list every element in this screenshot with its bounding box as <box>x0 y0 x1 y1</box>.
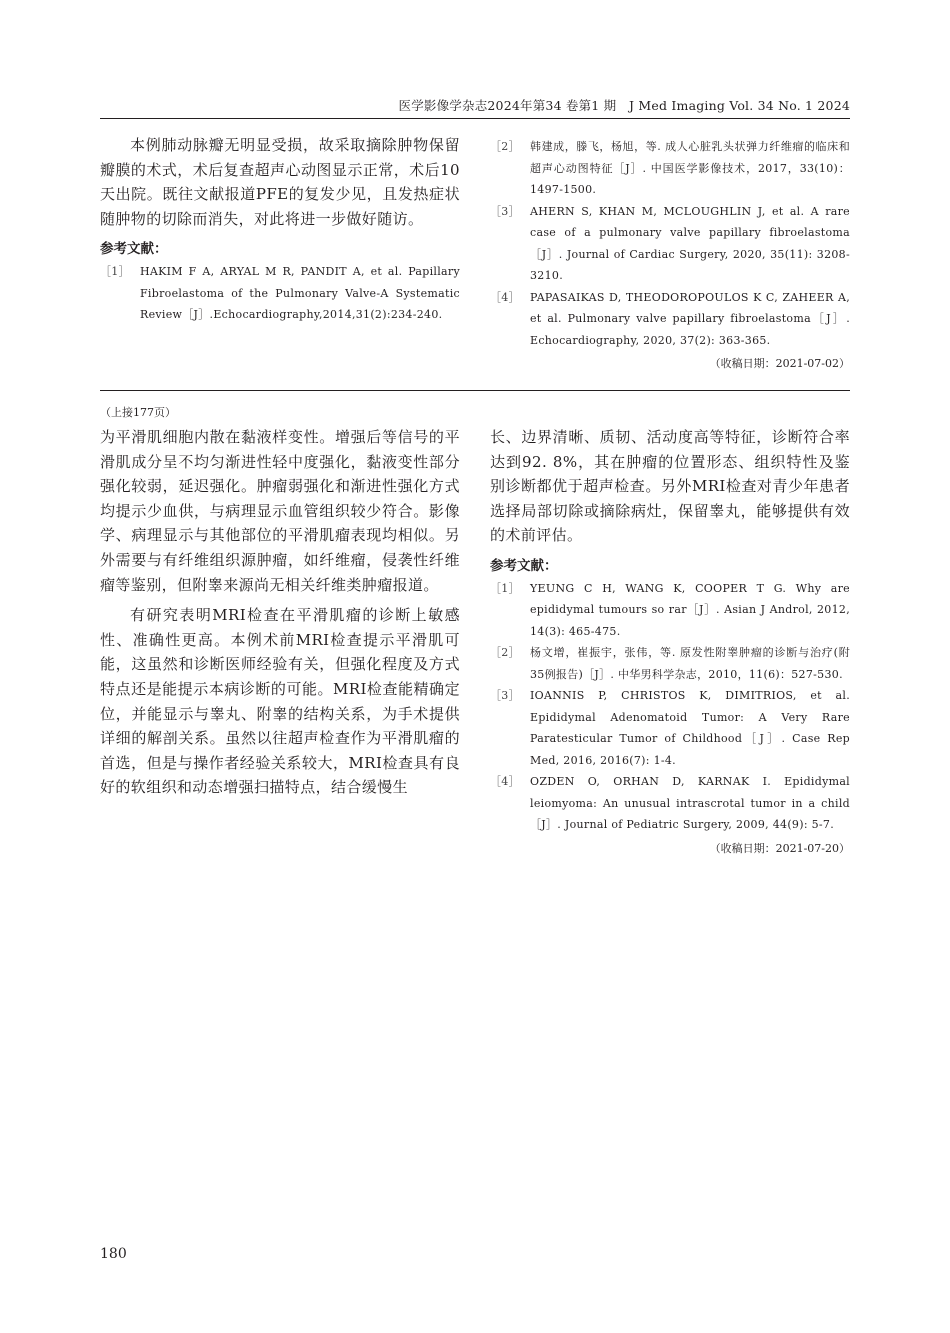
running-header: 医学影像学杂志2024年第34 卷第1 期 J Med Imaging Vol. 34 No. 1 2024 <box>398 98 850 113</box>
reference-text: IOANNIS P, CHRISTOS K, DIMITRIOS, et al. Epididymal Adenomatoid Tumor: A Very Rare Paratesticular Tumor of Childhood［J］. Case Rep Med, 2016, 2016(7): 1-4. <box>530 689 850 767</box>
reference-text: OZDEN O, ORHAN D, KARNAK I. Epididymal leiomyoma: An unusual intrascrotal tumor in a child［J］. Journal of Pediatric Surgery, 2009, 44(9): 5-7. <box>530 775 850 832</box>
reference-item <box>490 201 850 287</box>
reference-number: ［4］ <box>490 775 520 789</box>
reference-item <box>490 578 850 643</box>
reference-item <box>100 261 460 326</box>
reference-number: ［1］ <box>100 265 130 279</box>
reference-text: PAPASAIKAS D, THEODOROPOULOS K C, ZAHEER A, et al. Pulmonary valve papillary fibroelastoma［J］. Echocardiography, 2020, 37(2): 363-365. <box>530 290 850 347</box>
reference-text: HAKIM F A, ARYAL M R, PANDIT A, et al. Papillary Fibroelastoma of the Pulmonary Valve-A Systematic Review［J］.Echocardiography,2014,31(2):234-240. <box>140 265 460 322</box>
reference-text: 杨文增，崔振宇，张伟，等. 原发性附睾肿瘤的诊断与治疗(附35例报告)［J］. 中华男科学杂志，2010，11(6)：527-530. <box>530 646 850 681</box>
references-heading: 参考文献： <box>100 241 168 258</box>
reference-item <box>490 685 850 771</box>
continued-from-note: （上接177页） <box>100 406 176 419</box>
reference-text: AHERN S, KHAN M, MCLOUGHLIN J, et al. A rare case of a pulmonary valve papillary fibroelastoma［J］. Journal of Cardiac Surgery, 2020, 35(11): 3208-3210. <box>530 204 850 282</box>
reference-number: ［2］ <box>490 140 520 153</box>
received-date: （收稿日期：2021-07-20） <box>709 841 850 855</box>
top-right-column <box>490 136 850 374</box>
bottom-left-column <box>100 425 460 800</box>
header-rule <box>100 118 850 119</box>
reference-number: ［4］ <box>490 290 520 304</box>
top-body-paragraph: 本例肺动脉瓣无明显受损，故采取摘除肿物保留瓣膜的术式，术后复查超声心动图显示正常，术后10天出院。既往文献报道PFE的复发少见，且发热症状随肿物的切除而消失，对此将进一步做好随访。 <box>100 136 460 228</box>
reference-item <box>490 136 850 201</box>
body-paragraph: 长、边界清晰、质韧、活动度高等特征，诊断符合率达到92. 8%，其在肿瘤的位置形态、组织特性及鉴别诊断都优于超声检查。另外MRI检查对青少年患者选择局部切除或摘除病灶，保留睾丸，能够提供有效的术前评估。 <box>490 428 850 545</box>
top-left-column <box>100 133 460 326</box>
received-date: （收稿日期：2021-07-02） <box>709 357 850 370</box>
page-number: 180 <box>100 1246 127 1262</box>
reference-number: ［2］ <box>490 646 520 660</box>
reference-number: ［3］ <box>490 204 520 218</box>
reference-number: ［1］ <box>490 581 520 595</box>
body-paragraph: 为平滑肌细胞内散在黏液样变性。增强后等信号的平滑肌成分呈不均匀渐进性轻中度强化，黏液变性部分强化较弱，延迟强化。肿瘤弱强化和渐进性强化方式均提示少血供，与病理显示血管组织较少符合。影像学、病理显示与其他部位的平滑肌瘤表现均相似。另外需要与有纤维组织源肿瘤，如纤维瘤，侵袭性纤维瘤等鉴别，但附睾来源尚无相关纤维类肿瘤报道。 <box>100 428 460 594</box>
reference-item <box>490 287 850 352</box>
references-heading: 参考文献： <box>490 557 558 574</box>
reference-item <box>490 642 850 685</box>
section-divider <box>100 390 850 391</box>
bottom-right-column <box>490 425 850 859</box>
body-paragraph: 有研究表明MRI检查在平滑肌瘤的诊断上敏感性、准确性更高。本例术前MRI检查提示平滑肌可能，这虽然和诊断医师经验有关，但强化程度及方式特点还是能提示本病诊断的可能。MRI检查能精确定位，并能显示与睾丸、附睾的结构关系，为手术提供详细的解剖关系。虽然以往超声检查作为平滑肌瘤的首选，但是与操作者经验关系较大，MRI检查具有良好的软组织和动态增强扫描特点，结合缓慢生 <box>100 606 460 797</box>
reference-item <box>490 771 850 836</box>
reference-text: 韩建成，滕飞，杨旭，等. 成人心脏乳头状弹力纤维瘤的临床和超声心动图特征［J］. 中国医学影像技术，2017，33(10)：1497-1500. <box>530 140 850 196</box>
reference-text: YEUNG C H, WANG K, COOPER T G. Why are epididymal tumours so rar［J］. Asian J Androl, 2012, 14(3): 465-475. <box>530 581 850 638</box>
reference-number: ［3］ <box>490 689 520 703</box>
